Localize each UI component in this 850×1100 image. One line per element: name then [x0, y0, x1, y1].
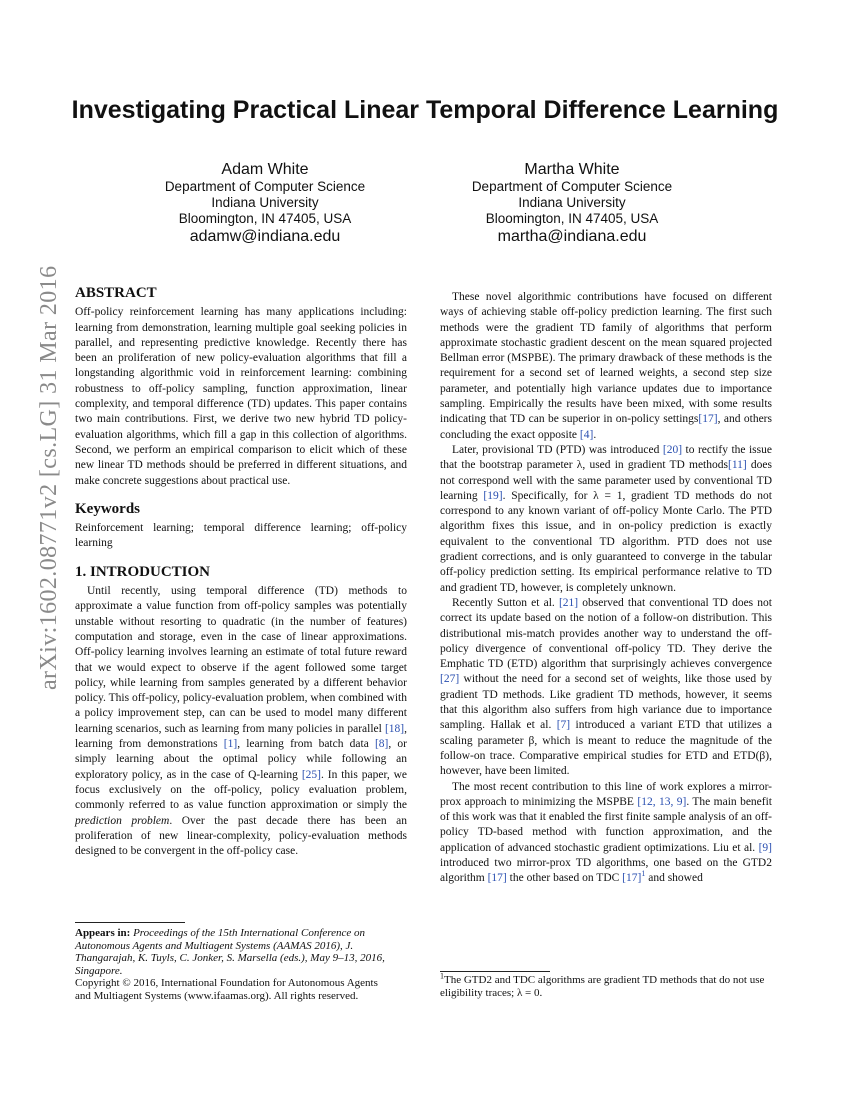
abstract-heading: ABSTRACT	[75, 285, 157, 301]
abstract-text: Off-policy reinforcement learning has many applications including: learning from demonstration, learning multiple goal seeking policies in parallel, and representing predictive knowledge. Recently there has been an proliferation of new policy-evaluation algorithms that fill a longstanding algorithmic void in reinforcement learning: combining robustness to off-policy sampling, function approximation, linear complexity, and temporal difference (TD) updates. This paper contains two main contributions. First, we derive two new hybrid TD policy-evaluation algorithms, which fill a gap in this collection of algorithms. Second, we perform an empirical comparison to elicit which of these new linear TD methods should be preferred in different situations, and make concrete suggestions about practical use.	[75, 306, 407, 487]
introduction-heading: 1. INTRODUCTION	[75, 563, 211, 580]
author-email[interactable]: martha@indiana.edu	[497, 228, 647, 245]
appears-text: Proceedings of the 15th International Conference on Autonomous Agents and Multiagent Systems (AAMAS 2016), J. Thangarajah, K. Tuyls, C. Jonker, S. Marsella (eds.), May 9–13, 2016, Singapore.	[75, 927, 385, 977]
citation-link[interactable]: [4]	[579, 428, 594, 441]
author-dept: Department of Computer Science	[471, 179, 673, 194]
appears-label: Appears in:	[75, 927, 131, 939]
citation-link[interactable]: [7]	[556, 719, 571, 732]
citation-link[interactable]: [25]	[301, 768, 321, 781]
author-email[interactable]: adamw@indiana.edu	[189, 228, 341, 245]
author-univ: Indiana University	[211, 195, 319, 210]
right-paragraph-2: Later, provisional TD (PTD) was introduced [20] to rectify the issue that the bootstrap parameter λ, used in gradient TD methods[11] does not correspond well with the same parameter used by conventional TD learning [19]. Specifically, for λ = 1, gradient TD methods do not correspond to any known variant of off-policy Monte Carlo. The PTD algorithm fixes this issue, and in on-policy prediction is exactly equivalent to the conventional TD algorithm. PTD does not use gradient corrections, and is only guaranteed to converge in the tabular off-policy prediction setting. Its empirical performance relative to TD and gradient TD, however, is completely unknown.	[440, 443, 772, 594]
author-address: Bloomington, IN 47405, USA	[178, 211, 352, 226]
author-block-1	[115, 160, 415, 246]
author-univ: Indiana University	[518, 195, 626, 210]
copyright-text: Copyright © 2016, International Foundation for Autonomous Agents and Multiagent Systems (www.ifaamas.org). All rights reserved.	[75, 977, 378, 1002]
citation-link[interactable]: [11]	[727, 459, 747, 472]
footnote-marker[interactable]: 1	[641, 869, 646, 879]
citation-link[interactable]: [21]	[558, 596, 579, 609]
arxiv-identifier: arXiv:1602.08771v2 [cs.LG] 31 Mar 2016	[36, 265, 62, 690]
paper-title: Investigating Practical Linear Temporal Difference Learning	[71, 96, 779, 124]
appears-in-block	[75, 927, 385, 1003]
intro-paragraph: Until recently, using temporal difference (TD) methods to approximate a value function from off-policy samples was potentially unstable without resorting to quadratic (in the number of features) computation and storage, even in the case of linear approximations. Off-policy learning involves learning an estimate of total future reward that we would expect to observe if the agent followed some target policy, while learning from samples generated by a different behavior policy. This off-policy, policy-evaluation problem, when combined with a policy improvement step, can can be used to model many different learning scenarios, such as learning from many policies in parallel [18], learning from demonstrations [1], learning from batch data [8], or simply learning about the optimal policy while following an exploratory policy, as in the case of Q-learning [25]. In this paper, we focus exclusively on the off-policy, policy evaluation problem, commonly referred to as value function approximation or simply the prediction problem. Over the past decade there has been an proliferation of new linear-complexity, policy-evaluation methods designed to be convergent in the off-policy case.	[75, 585, 408, 858]
author-dept: Department of Computer Science	[164, 179, 366, 194]
citation-link[interactable]: [9]	[758, 841, 772, 854]
citation-link[interactable]: [20]	[662, 443, 683, 456]
footnote-number: 1	[440, 971, 444, 981]
citation-link[interactable]: [1]	[223, 738, 238, 751]
author-name: Adam White	[221, 161, 309, 178]
right-paragraph-1: These novel algorithmic contributions have focused on different ways of achieving stable off-policy prediction learning. The first such methods were the gradient TD family of algorithms that perform approximate stochastic gradient descent on the mean squared projected Bellman error (MSPBE). The primary drawback of these methods is the requirement for a second set of learned weights, a second step size parameter, and potentially high variance updates due to importance sampling. Empirically the results have been mixed, with some results indicating that TD can be superior in on-policy settings[17], and others concluding the exact opposite [4].	[440, 291, 772, 441]
citation-link[interactable]: [8]	[374, 738, 389, 751]
footnote-divider	[440, 971, 550, 972]
author-block-2	[422, 160, 722, 246]
citation-link[interactable]: [17]	[698, 413, 718, 426]
footnote	[440, 971, 772, 1000]
left-column	[75, 286, 407, 859]
citation-link[interactable]: [19]	[483, 489, 503, 502]
citation-link[interactable]: [18]	[384, 722, 405, 735]
keywords-text: Reinforcement learning; temporal difference learning; off-policy learning	[75, 522, 407, 550]
author-address: Bloomington, IN 47405, USA	[485, 211, 659, 226]
right-paragraph-3: Recently Sutton et al. [21] observed that conventional TD does not correct its update based on the notion of a follow-on distribution. This distributional mis-match provides another way to understand the off-policy divergence of conventional off-policy TD. They derive the Emphatic TD (ETD) algorithm that surprisingly achieves convergence [27] without the need for a second set of weights, like those used by gradient TD methods. Like gradient TD methods, however, it seems that this algorithm also suffers from high variance due to importance sampling. Hallak et al. [7] introduced a variant ETD that utilizes a scaling parameter β, which is meant to reduce the magnitude of the follow-on trace. Comparative empirical studies for ETD and ETD(β), however, have been limited.	[440, 596, 772, 778]
citation-link[interactable]: [12, 13, 9]	[637, 795, 687, 808]
right-column	[440, 290, 772, 887]
footnote-text: The GTD2 and TDC algorithms are gradient TD methods that do not use eligibility traces; λ = 0.	[440, 974, 765, 999]
citation-link[interactable]: [17]	[487, 872, 507, 885]
keywords-heading: Keywords	[75, 500, 140, 517]
citation-link[interactable]: [17]	[622, 872, 642, 885]
right-paragraph-4: The most recent contribution to this line of work explores a mirror-prox approach to minimizing the MSPBE [12, 13, 9]. The main benefit of this work was that it enabled the first finite sample analysis of an off-policy TD-based method with function approximation, and the application of advanced stochastic gradient optimizations. Liu et al. [9] introduced two mirror-prox TD algorithms, one based on the GTD2 algorithm [17] the other based on TDC [17]$^1$ and showed	[440, 780, 772, 885]
citation-link[interactable]: [27]	[440, 673, 460, 686]
author-name: Martha White	[524, 161, 620, 178]
appears-divider	[75, 922, 185, 923]
